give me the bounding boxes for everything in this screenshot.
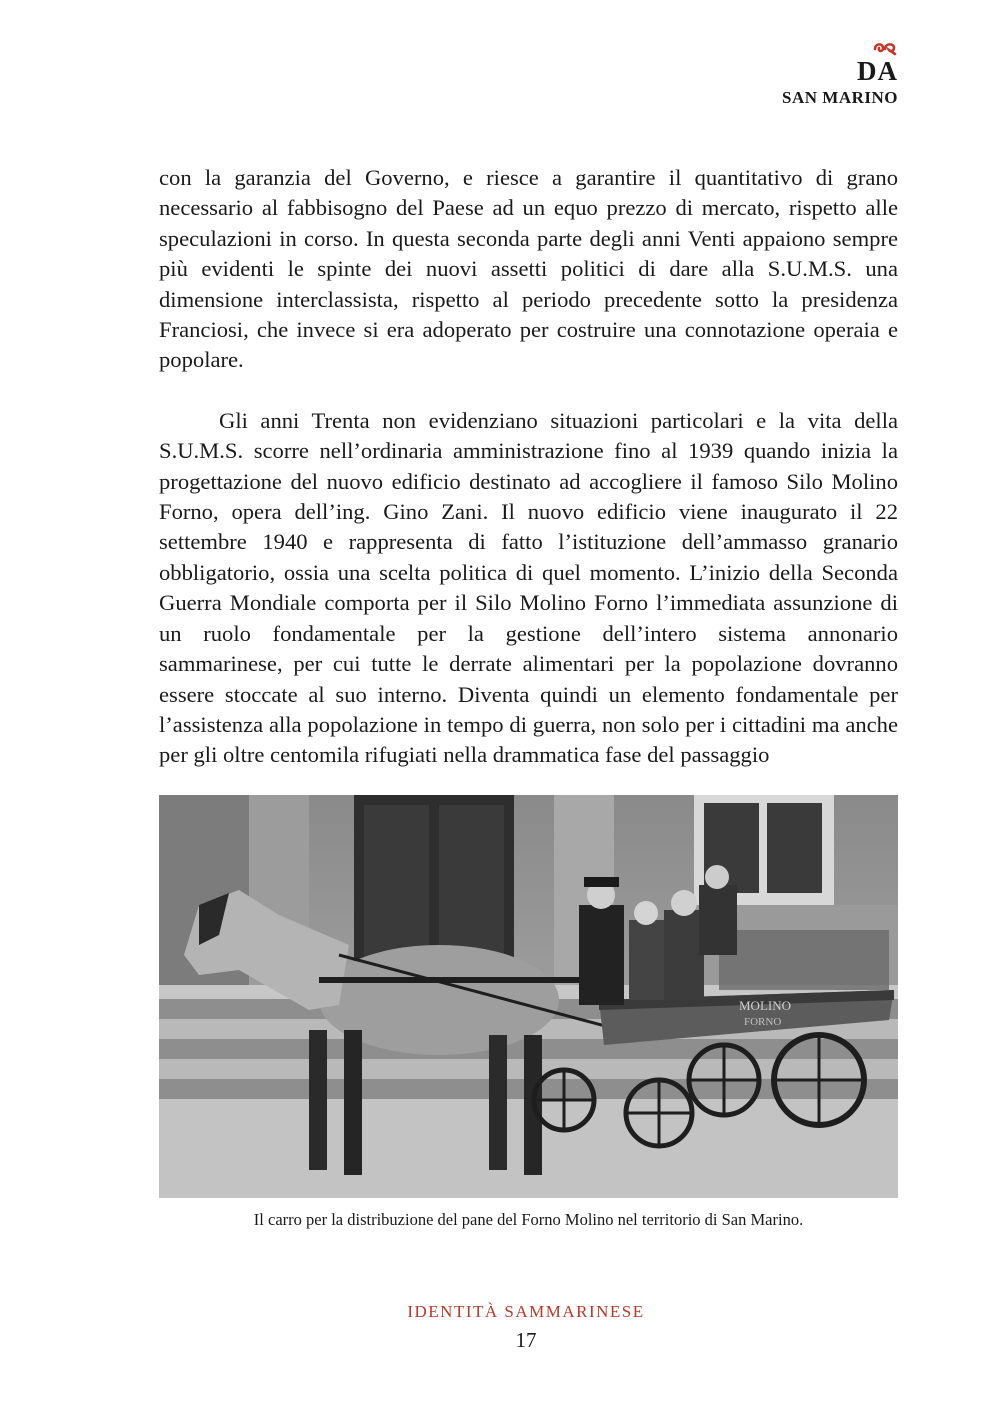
photo-caption: Il carro per la distribuzione del pane del Forno Molino nel territorio di San Marino. — [253, 1210, 804, 1229]
swirl-logo-icon — [872, 40, 898, 56]
cart-text-forno: FORNO — [744, 1016, 782, 1028]
body-text — [159, 163, 898, 771]
brand-da: DA — [857, 56, 898, 86]
cart-text-molino: MOLINO — [739, 998, 791, 1013]
historical-photo — [159, 795, 898, 1198]
paragraph-1: con la garanzia del Governo, e riesce a garantire il quantitativo di grano necessario al fabbisogno del Paese ad un equo prezzo di mercato, rispetto alle speculazioni in corso. In questa seconda parte degli anni Venti appaiono sempre più evidenti le spinte dei nuovi assetti politici di dare alla S.U.M.S. una dimensione interclassista, rispetto al periodo precedente sotto la presidenza Franciosi, che invece si era adoperato per costruire una connotazione operaia e popolare. — [159, 165, 898, 373]
footer-title: IDENTITÀ SAMMARINESE — [407, 1302, 645, 1321]
brand-san-marino: SAN MARINO — [782, 88, 898, 107]
page-number: 17 — [515, 1328, 537, 1352]
paragraph-2: Gli anni Trenta non evidenziano situazioni particolari e la vita della S.U.M.S. scorre nell’ordinaria amministrazione fino al 1939 quando inizia la progettazione del nuovo edificio destinato ad accogliere il famoso Silo Molino Forno, opera dell’ing. Gino Zani. Il nuovo edificio viene inaugurato il 22 settembre 1940 e rappresenta di fatto l’istituzione dell’ammasso granario obbligatorio, ossia una scelta politica di quel momento. L’inizio della Seconda Guerra Mondiale comporta per il Silo Molino Forno l’immediata assunzione di un ruolo fondamentale per la gestione dell’intero sistema annonario sammarinese, per cui tutte le derrate alimentari per la popolazione dovranno essere stoccate al suo interno. Diventa quindi un elemento fondamentale per l’assistenza alla popolazione in tempo di guerra, non solo per i cittadini ma anche per gli oltre centomila rifugiati nella drammatica fase del passaggio — [159, 407, 898, 768]
page-header — [782, 40, 898, 106]
horse-cart-photo — [159, 795, 898, 1198]
